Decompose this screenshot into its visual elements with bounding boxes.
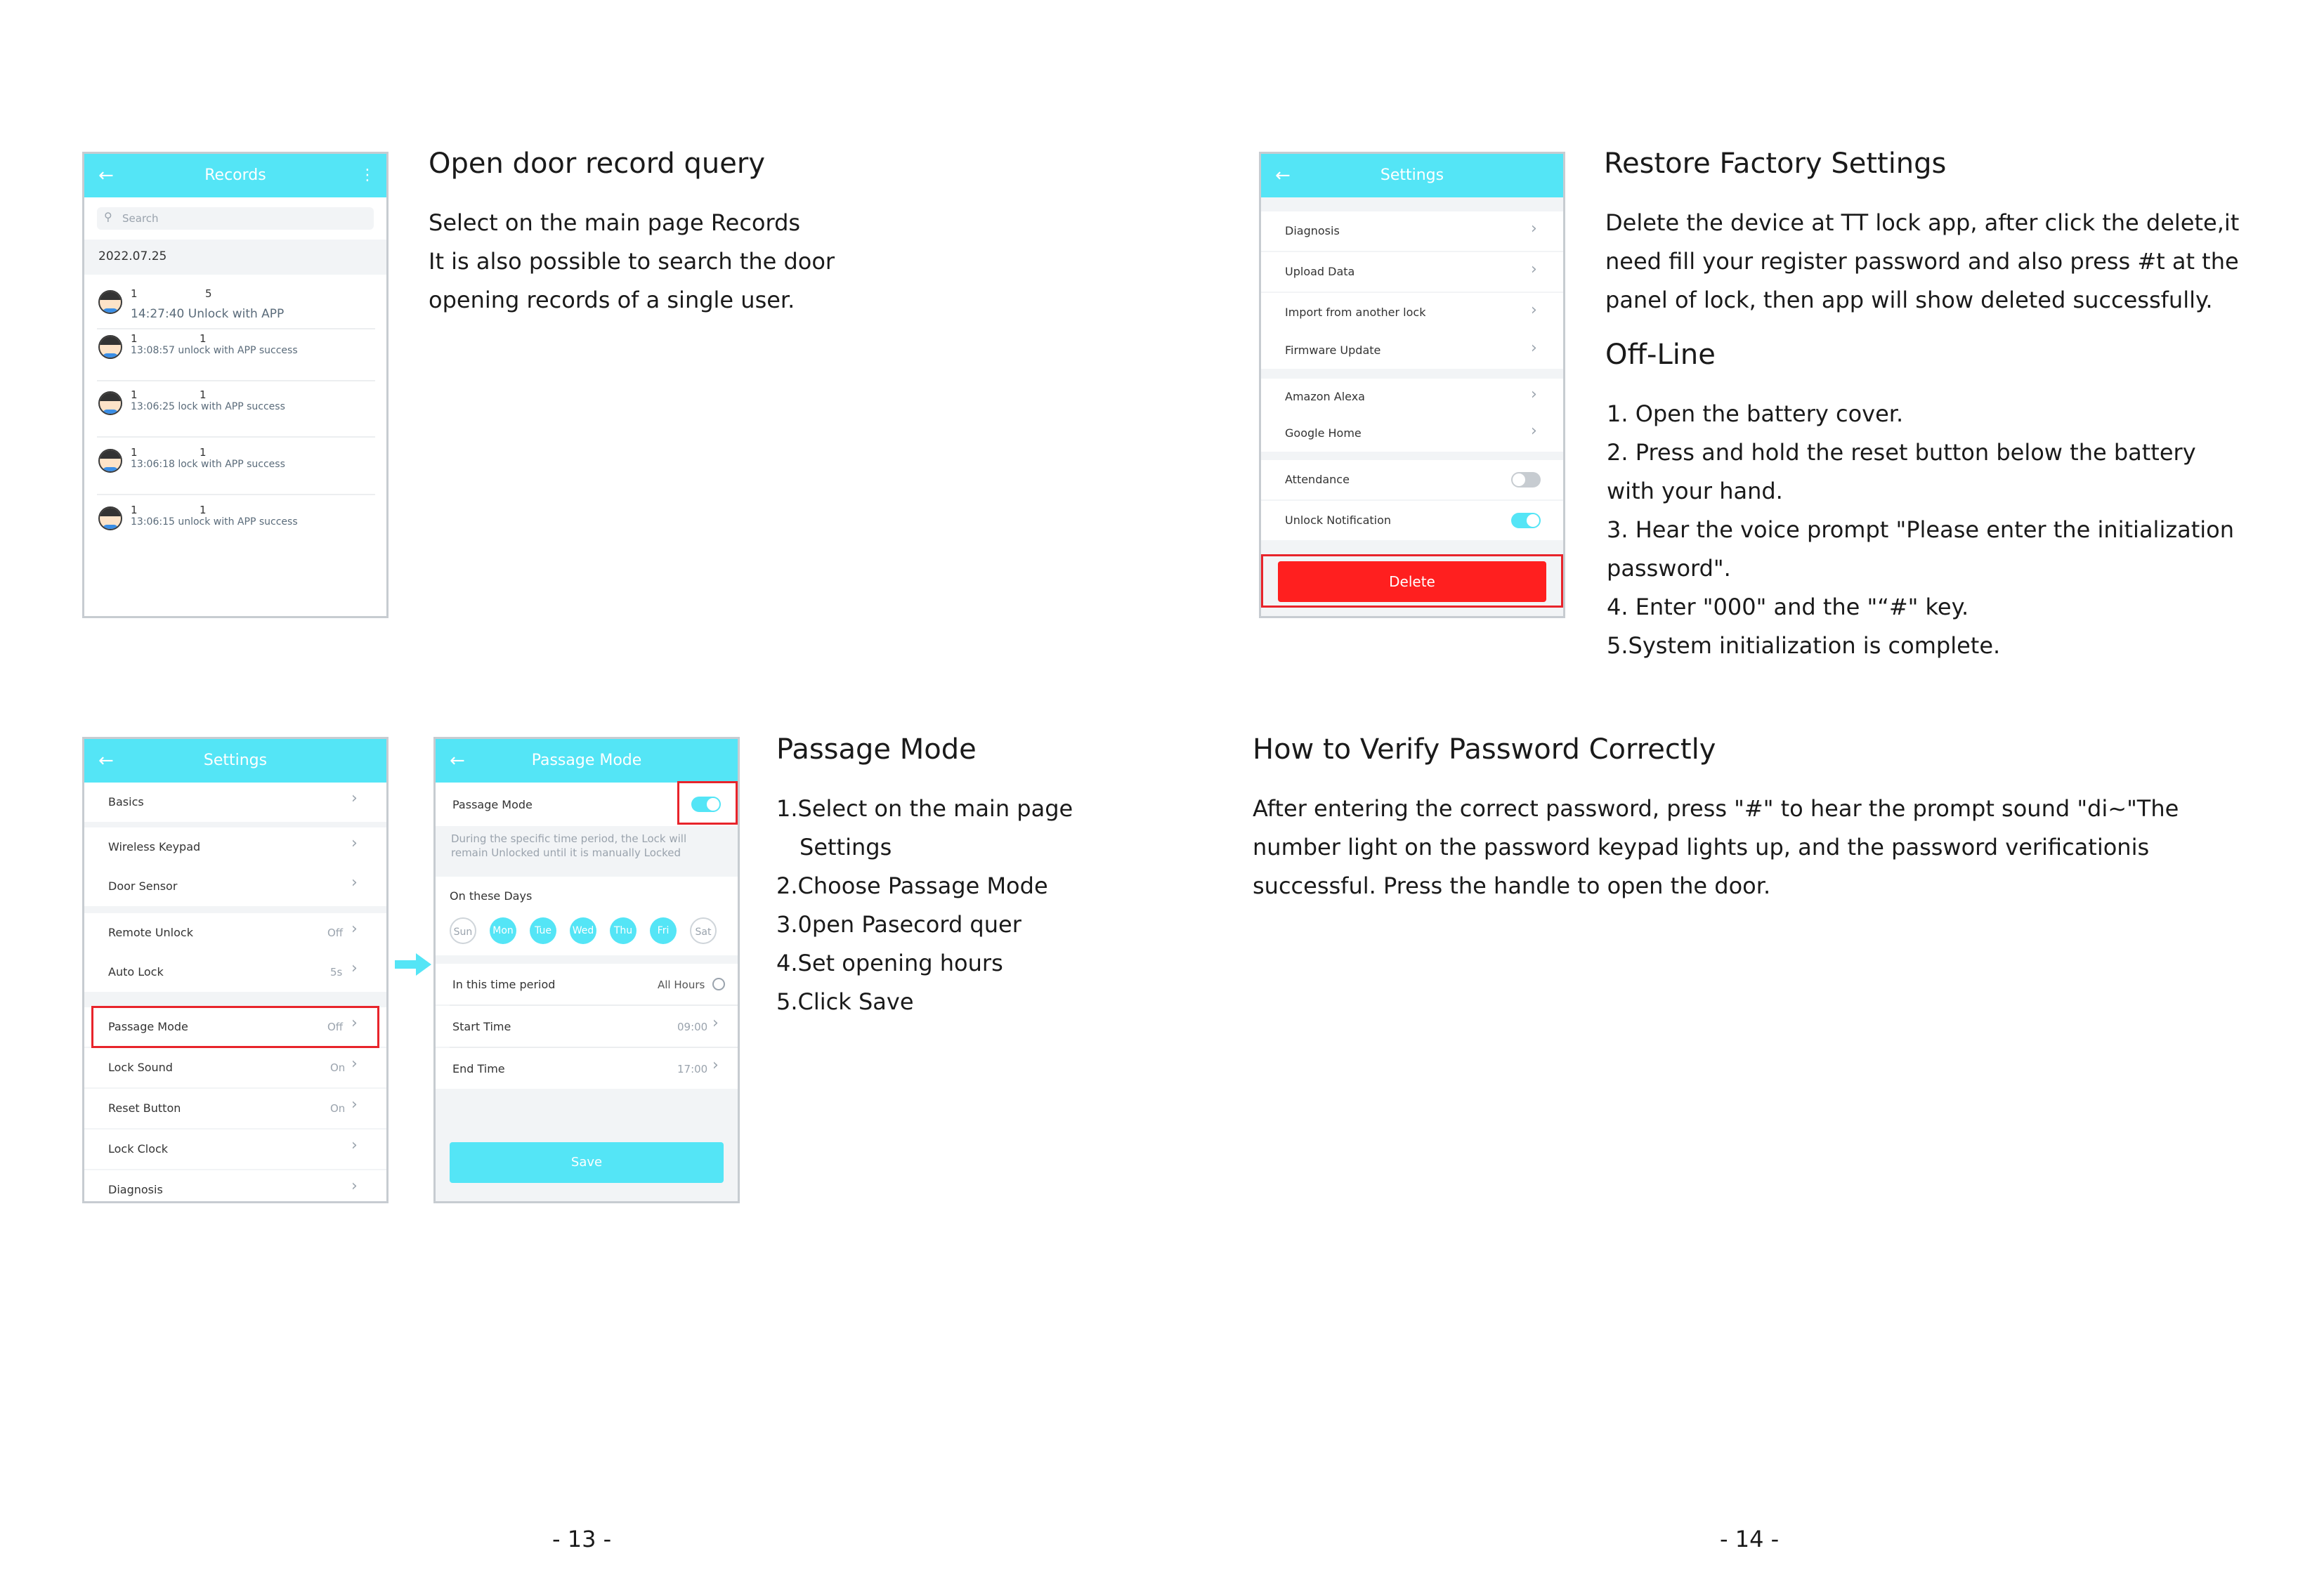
settings-delete-screenshot — [1259, 152, 1565, 618]
description-line-2: remain Unlocked until it is manually Locked — [451, 846, 681, 859]
offline-line-5: password". — [1607, 555, 1731, 582]
avatar-icon — [98, 391, 122, 415]
settings-row[interactable] — [1261, 460, 1563, 499]
records-date-bar — [84, 240, 386, 275]
settings-row-value: On — [330, 1102, 346, 1115]
record-row[interactable] — [84, 498, 386, 553]
settings-row-label: Attendance — [1285, 473, 1350, 486]
settings-row-label: Door Sensor — [108, 879, 178, 893]
avatar-body — [103, 467, 118, 473]
record-detail: 13:08:57 unlock with APP success — [131, 345, 298, 356]
records-header — [84, 154, 386, 197]
record-count: 5 — [205, 287, 212, 300]
settings-row[interactable] — [1261, 332, 1563, 369]
record-name: 1 — [131, 446, 138, 459]
offline-line-6: 4. Enter "000" and the "“#" key. — [1607, 594, 1969, 620]
day-fri-toggle[interactable]: Fri — [650, 917, 677, 944]
records-title: Records — [204, 166, 266, 184]
settings-row[interactable] — [1261, 293, 1563, 332]
chevron-right-icon: › — [351, 1055, 358, 1073]
delete-label: Delete — [1389, 573, 1435, 590]
avatar-icon — [98, 335, 122, 359]
settings-row-label: Auto Lock — [108, 965, 164, 979]
settings-row-label: Basics — [108, 795, 144, 809]
settings-row-value: Off — [327, 1021, 344, 1033]
record-name: 1 — [131, 388, 138, 401]
delete-button[interactable] — [1278, 561, 1546, 602]
settings-row[interactable] — [84, 1089, 386, 1128]
settings-row-label: Upload Data — [1285, 265, 1355, 278]
settings-passage-screenshot — [82, 737, 389, 1203]
records-screenshot — [82, 152, 389, 618]
avatar-face — [105, 516, 115, 523]
restore-line-1: Delete the device at TT lock app, after click the delete,it — [1605, 209, 2240, 236]
chevron-right-icon: › — [1531, 301, 1537, 319]
passage-description — [451, 832, 725, 860]
search-placeholder: Search — [122, 212, 159, 225]
offline-line-3: with your hand. — [1607, 478, 1783, 504]
toggle-knob — [1513, 473, 1525, 486]
chevron-right-icon: › — [1531, 220, 1537, 237]
passage-header — [436, 739, 738, 783]
chevron-right-icon: › — [1531, 339, 1537, 357]
settings-row-label: Lock Clock — [108, 1142, 169, 1156]
avatar-hair — [100, 292, 121, 300]
search-icon: ⚲ — [104, 210, 112, 223]
days-label: On these Days — [450, 889, 533, 903]
chevron-right-icon: › — [712, 1056, 719, 1074]
passage-line-3: 2.Choose Passage Mode — [776, 872, 1048, 899]
day-sat-toggle[interactable]: Sat — [690, 917, 717, 944]
day-sun-toggle[interactable]: Sun — [450, 917, 476, 944]
record-row[interactable] — [84, 383, 386, 438]
record-row[interactable] — [84, 275, 386, 329]
settings-row[interactable] — [1261, 379, 1563, 415]
passage-mode-screenshot — [433, 737, 740, 1203]
avatar-icon — [98, 449, 122, 473]
passage-line-6: 5.Click Save — [776, 988, 914, 1015]
avatar-icon — [98, 506, 122, 530]
settings-row-label: Unlock Notification — [1285, 513, 1392, 527]
offline-line-2: 2. Press and hold the reset button below the battery — [1607, 439, 2196, 466]
back-arrow-icon[interactable]: ← — [450, 750, 465, 771]
settings-row-label: Wireless Keypad — [108, 840, 201, 853]
settings-row-label: Diagnosis — [1285, 224, 1340, 237]
back-arrow-icon[interactable]: ← — [98, 165, 114, 186]
passage-line-2: Settings — [799, 834, 892, 861]
passage-toggle-label: Passage Mode — [452, 798, 533, 811]
avatar-body — [103, 525, 118, 530]
record-name: 1 — [131, 287, 138, 300]
days-section — [436, 877, 738, 955]
settings-row[interactable] — [84, 867, 386, 906]
avatar-icon — [98, 290, 122, 314]
save-button[interactable] — [450, 1142, 724, 1183]
settings-row[interactable] — [84, 913, 386, 953]
chevron-right-icon: › — [1531, 422, 1537, 440]
chevron-right-icon: › — [351, 920, 358, 938]
attendance-toggle[interactable] — [1511, 472, 1541, 488]
chevron-right-icon: › — [351, 1096, 358, 1113]
settings-row[interactable] — [1261, 501, 1563, 540]
day-thu-toggle[interactable]: Thu — [610, 917, 637, 944]
settings-row[interactable] — [1261, 211, 1563, 251]
records-date: 2022.07.25 — [98, 249, 167, 263]
verify-title: How to Verify Password Correctly — [1253, 733, 1716, 766]
offline-line-7: 5.System initialization is complete. — [1607, 632, 2001, 659]
avatar-face — [105, 401, 115, 408]
page-number-left: - 13 - — [552, 1526, 612, 1552]
avatar-hair — [100, 336, 121, 345]
verify-line-1: After entering the correct password, press "#" to hear the prompt sound "di~"The — [1253, 795, 2179, 822]
page-number-right: - 14 - — [1720, 1526, 1780, 1552]
save-label: Save — [570, 1155, 603, 1170]
avatar-body — [103, 410, 118, 415]
all-hours-radio[interactable] — [712, 978, 725, 990]
settings-row-label: Diagnosis — [108, 1183, 163, 1196]
record-row[interactable] — [84, 327, 386, 381]
settings-row[interactable] — [84, 1048, 386, 1087]
chevron-right-icon: › — [1531, 386, 1537, 403]
restore-line-3: panel of lock, then app will show deleted successfully. — [1605, 287, 2213, 313]
settings-row-value: On — [330, 1061, 346, 1074]
passage-line-5: 4.Set opening hours — [776, 950, 1003, 976]
row-divider — [97, 380, 375, 381]
chevron-right-icon: › — [1531, 261, 1537, 278]
record-detail: 14:27:40 Unlock with APP — [131, 307, 285, 321]
period-row — [436, 964, 738, 1005]
day-mon-toggle[interactable]: Mon — [490, 917, 516, 944]
passage-section-title: Passage Mode — [776, 733, 977, 766]
open-door-line-2: It is also possible to search the door — [429, 248, 835, 275]
chevron-right-icon: › — [351, 1014, 358, 1032]
settings-row-label: Import from another lock — [1285, 306, 1426, 319]
end-time-label: End Time — [452, 1062, 505, 1075]
row-divider — [97, 494, 375, 495]
settings-row[interactable] — [1261, 415, 1563, 452]
chevron-right-icon: › — [351, 960, 358, 977]
settings-row-label: Firmware Update — [1285, 343, 1381, 357]
settings-row-label: Remote Unlock — [108, 926, 193, 939]
passage-title: Passage Mode — [531, 752, 642, 769]
more-icon[interactable]: ⋮ — [360, 166, 375, 184]
back-arrow-icon[interactable]: ← — [98, 750, 114, 771]
avatar-body — [103, 308, 118, 314]
open-door-line-3: opening records of a single user. — [429, 287, 795, 313]
settings-row-label: Lock Sound — [108, 1061, 173, 1074]
record-name: 1 — [131, 504, 138, 516]
record-detail: 13:06:15 unlock with APP success — [131, 516, 298, 528]
settings-header — [84, 739, 386, 783]
chevron-right-icon: › — [351, 874, 358, 891]
record-count: 1 — [200, 504, 207, 516]
open-door-line-1: Select on the main page Records — [429, 209, 801, 236]
record-count: 1 — [200, 332, 207, 345]
passage-line-1: 1.Select on the main page — [776, 795, 1073, 822]
avatar-hair — [100, 393, 121, 401]
chevron-right-icon: › — [351, 1137, 358, 1154]
passage-mode-highlight-box — [91, 1006, 379, 1048]
record-count: 1 — [200, 446, 207, 459]
back-arrow-icon[interactable]: ← — [1275, 165, 1291, 186]
settings-row-value: 5s — [330, 966, 343, 979]
record-count: 1 — [200, 388, 207, 401]
row-divider — [97, 436, 375, 438]
offline-line-4: 3. Hear the voice prompt "Please enter the initialization — [1607, 516, 2235, 543]
offline-line-1: 1. Open the battery cover. — [1607, 400, 1904, 427]
chevron-right-icon: › — [351, 835, 358, 852]
avatar-body — [103, 353, 118, 359]
toggle-knob — [1527, 514, 1539, 527]
day-wed-toggle[interactable]: Wed — [570, 917, 596, 944]
end-time-row[interactable] — [436, 1048, 738, 1089]
settings-row-label: Google Home — [1285, 426, 1362, 440]
all-hours-label: All Hours — [658, 979, 705, 991]
chevron-right-icon: › — [351, 790, 358, 807]
period-label: In this time period — [452, 978, 556, 991]
avatar-face — [105, 300, 115, 307]
start-time-label: Start Time — [452, 1020, 511, 1033]
record-row[interactable] — [84, 440, 386, 495]
settings-row-label: Passage Mode — [108, 1020, 188, 1033]
open-door-title: Open door record query — [429, 148, 766, 180]
settings-row[interactable] — [84, 953, 386, 992]
start-time-row[interactable] — [436, 1006, 738, 1047]
chevron-right-icon: › — [712, 1014, 719, 1032]
description-line-1: During the specific time period, the Lock will — [451, 832, 687, 845]
restore-title: Restore Factory Settings — [1604, 148, 1947, 180]
settings-row[interactable] — [1261, 252, 1563, 292]
toggle-highlight-box — [677, 781, 738, 825]
avatar-face — [105, 345, 115, 352]
settings-row[interactable] — [84, 783, 386, 822]
passage-line-4: 3.0pen Pasecord quer — [776, 911, 1021, 938]
settings-header — [1261, 154, 1563, 197]
settings-row-label: Amazon Alexa — [1285, 390, 1365, 403]
record-name: 1 — [131, 332, 138, 345]
avatar-hair — [100, 450, 121, 459]
avatar-hair — [100, 508, 121, 516]
verify-line-2: number light on the password keypad lights up, and the password verificationis — [1253, 834, 2150, 861]
unlock-notification-toggle[interactable] — [1511, 513, 1541, 528]
settings-row[interactable] — [84, 1170, 386, 1203]
restore-line-2: need fill your register password and also press #t at the — [1605, 248, 2239, 275]
end-time-value: 17:00 — [677, 1063, 708, 1075]
verify-line-3: successful. Press the handle to open the door. — [1253, 872, 1771, 899]
chevron-right-icon: › — [351, 1177, 358, 1195]
avatar-face — [105, 459, 115, 466]
settings-row[interactable] — [84, 1130, 386, 1169]
search-input[interactable] — [97, 207, 374, 230]
record-detail: 13:06:25 lock with APP success — [131, 401, 285, 412]
start-time-value: 09:00 — [677, 1021, 708, 1033]
settings-row-value: Off — [327, 927, 344, 939]
offline-title: Off-Line — [1605, 339, 1716, 371]
settings-title: Settings — [203, 752, 268, 769]
day-tue-toggle[interactable]: Tue — [530, 917, 556, 944]
record-detail: 13:06:18 lock with APP success — [131, 459, 285, 470]
settings-title: Settings — [1380, 166, 1444, 184]
settings-row-label: Reset Button — [108, 1101, 181, 1115]
arrow-right-icon — [393, 950, 433, 979]
settings-row[interactable] — [84, 827, 386, 867]
